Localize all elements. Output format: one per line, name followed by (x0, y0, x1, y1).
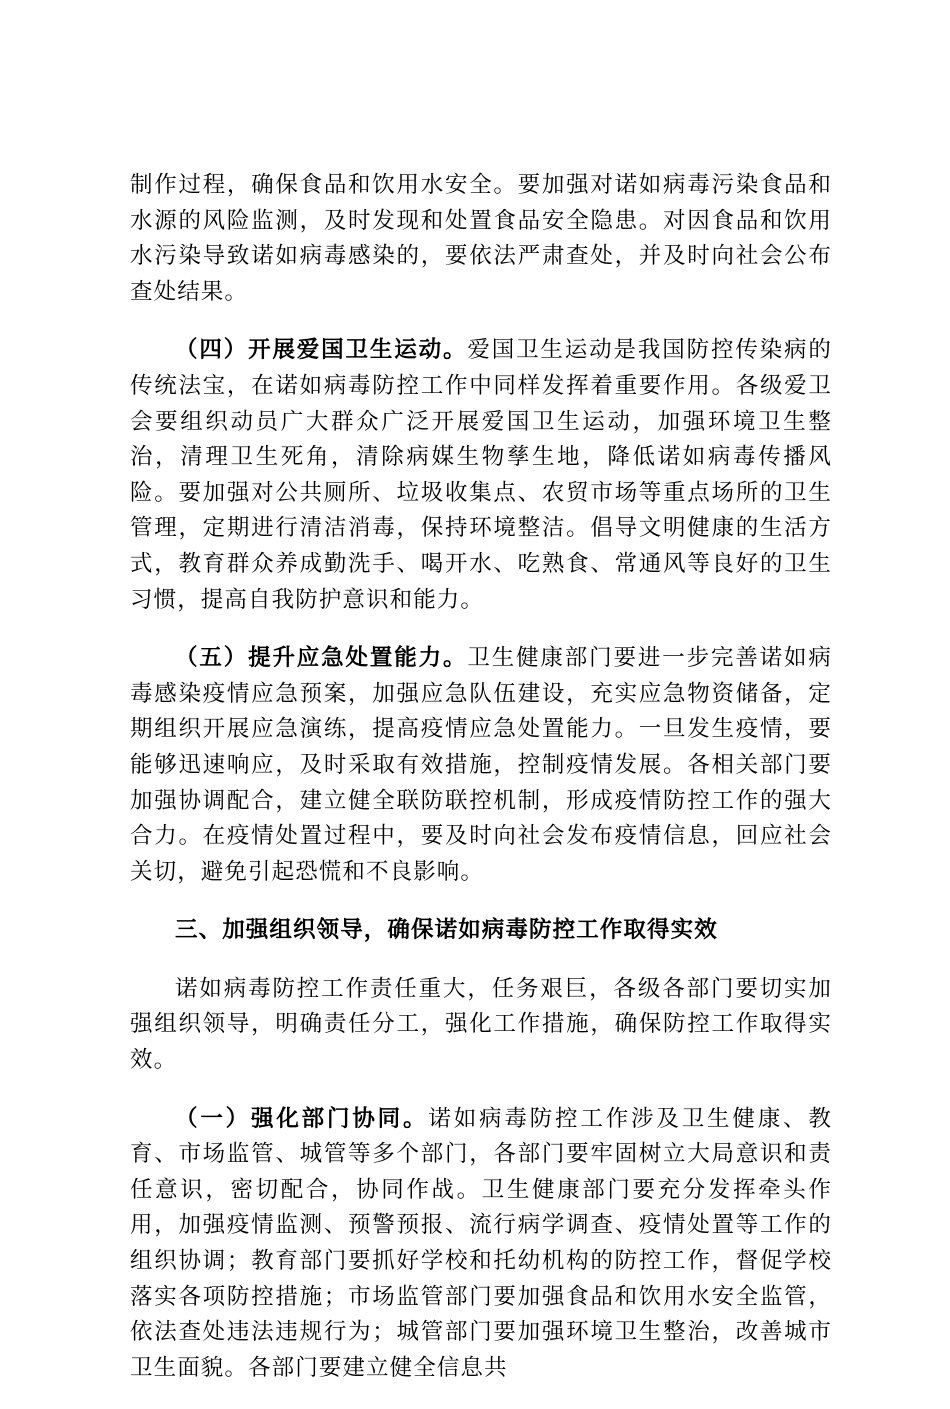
section-body: 诺如病毒防控工作涉及卫生健康、教育、市场监管、城管等多个部门，各部门要牢固树立大局意识和责任意识，密切配合，协同作战。卫生健康部门要充分发挥牵头作用，加强疫情监测、预警预报、流行病学调查、疫情处置等工作的组织协调；教育部门要抓好学校和托幼机构的防控工作，督促学校落实各项防控措施；市场监管部门要加强食品和饮用水安全监管，依法查处违法违规行为；城管部门要加强环境卫生整治，改善城市卫生面貌。各部门要建立健全信息共 (130, 1105, 832, 1381)
section-title: （四）开展爱国卫生运动。 (175, 337, 468, 364)
section-patriotic-health-campaign (130, 333, 832, 618)
document-body (130, 168, 832, 1409)
section-emergency-response (130, 641, 832, 890)
chapter-heading: 三、加强组织领导，确保诺如病毒防控工作取得实效 (175, 917, 718, 944)
paragraph-food-water-safety: 制作过程，确保食品和饮用水安全。要加强对诺如病毒污染食品和水源的风险监测，及时发现和处置食品安全隐患。对因食品和饮用水污染导致诺如病毒感染的，要依法严肃查处，并及时向社会公布查处结果。 (130, 172, 832, 305)
section-body: 爱国卫生运动是我国防控传染病的传统法宝，在诺如病毒防控工作中同样发挥着重要作用。各级爱卫会要组织动员广大群众广泛开展爱国卫生运动，加强环境卫生整治，清理卫生死角，清除病媒生物孳生地，降低诺如病毒传播风险。要加强对公共厕所、垃圾收集点、农贸市场等重点场所的卫生管理，定期进行清洁消毒，保持环境整洁。倡导文明健康的生活方式，教育群众养成勤洗手、喝开水、吃熟食、常通风等良好的卫生习惯，提高自我防护意识和能力。 (130, 337, 832, 613)
section-title: （一）强化部门协同。 (175, 1105, 429, 1132)
section-body: 卫生健康部门要进一步完善诺如病毒感染疫情应急预案，加强应急队伍建设，充实应急物资储备，定期组织开展应急演练，提高疫情应急处置能力。一旦发生疫情，要能够迅速响应，及时采取有效措施，控制疫情发展。各相关部门要加强协调配合，建立健全联防联控机制，形成疫情防控工作的强大合力。在疫情处置过程中，要及时向社会发布疫情信息，回应社会关切，避免引起恐慌和不良影响。 (130, 645, 832, 885)
chapter-intro-paragraph: 诺如病毒防控工作责任重大，任务艰巨，各级各部门要切实加强组织领导，明确责任分工，强化工作措施，确保防控工作取得实效。 (130, 975, 832, 1074)
section-title: （五）提升应急处置能力。 (175, 645, 468, 672)
